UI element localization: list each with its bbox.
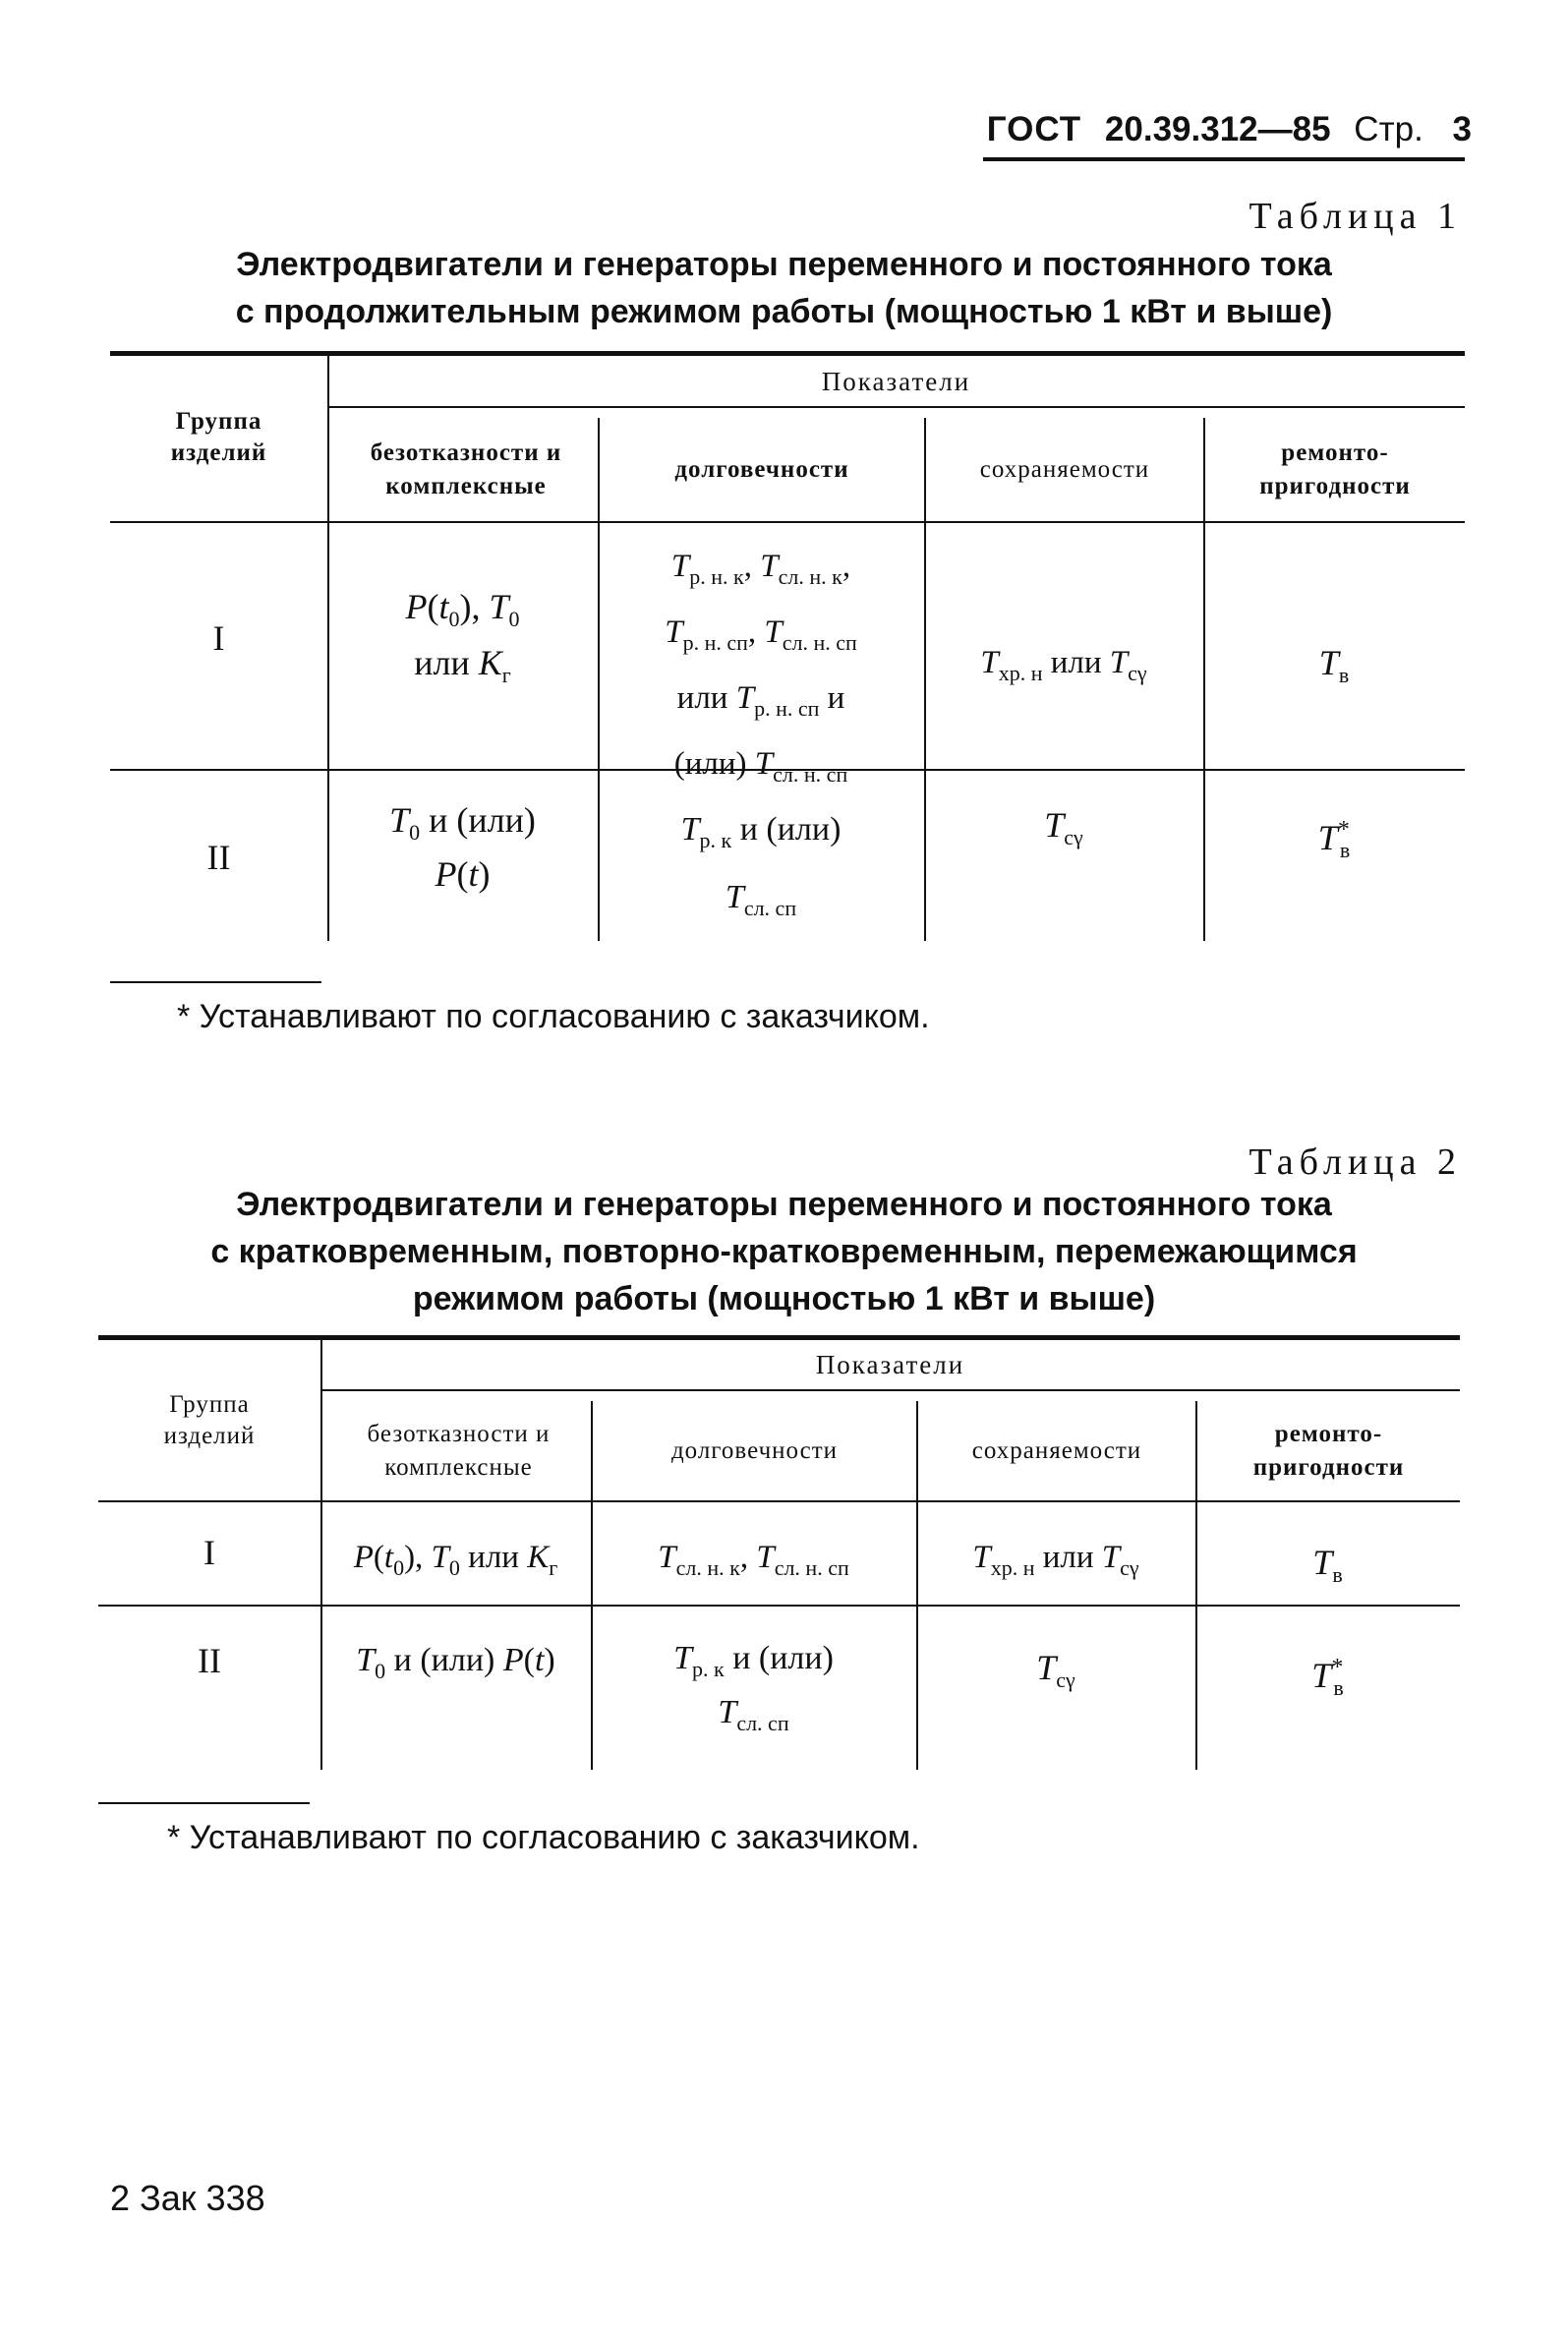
table1-row2-maintainability: $T^*_в$ [1317, 817, 1351, 862]
table1-row2-storability: $T_{с\gamma}$ [1044, 805, 1083, 849]
table2-row1-storability: $T_{хр. н}$ или $T_{с\gamma}$ [972, 1540, 1139, 1580]
standard-name: ГОСТ [986, 110, 1082, 148]
standard-code: 20.39.312—85 [1104, 110, 1331, 148]
table2-header-rule [98, 1500, 1460, 1502]
table2-title-line1: Электродвигатели и генераторы переменного и постоянного тока [236, 1186, 1332, 1223]
table1-col-group: Группа изделий [170, 408, 267, 466]
table2-row2-reliability: $T_0$ и (или) P(t) [356, 1642, 555, 1683]
table2-title-line3: режимом работы (мощностью 1 кВт и выше) [412, 1280, 1156, 1317]
table1-row2-group: II [206, 838, 231, 877]
table2-footnote: * Устанавливают по согласованию с заказчиком. [167, 1819, 920, 1856]
table2-row2-durability: $T_{р. к}$ и (или) $T_{сл. сп}$ [673, 1640, 834, 1735]
table2-row-rule [98, 1605, 1460, 1607]
table1-subcol-durability: долговечности [674, 455, 849, 483]
table1-subcol-reliability: безотказности и комплексные [370, 439, 562, 499]
table1-row1-durability: $T_{р. н. к}$, $T_{сл. н. к}$, $T_{р. н. сп}$, $T_{сл. н. сп}$ или $T_{р. н. сп}$ и (или) $T_{сл. н. сп}$ [665, 549, 857, 787]
table2-row2-maintainability: $T^*_в$ [1311, 1655, 1344, 1700]
table2-subcol-maintainability: ремонто-пригодности [1252, 1420, 1405, 1481]
page-label: Стр. [1354, 110, 1423, 148]
table2-indicators-rule [320, 1389, 1460, 1391]
table1-title-line2: с продолжительным режимом работы (мощностью 1 кВт и выше) [235, 293, 1333, 330]
table1-footnote: * Устанавливают по согласованию с заказчиком. [177, 998, 930, 1035]
table1-title-line1: Электродвигатели и генераторы переменного и постоянного тока [236, 246, 1332, 283]
page-number: 3 [1452, 110, 1472, 148]
table2-row1-group: I [203, 1533, 215, 1572]
table2-footnote-rule [98, 1802, 310, 1804]
table1-row1-storability: $T_{хр. н}$ или $T_{с\gamma}$ [980, 645, 1147, 685]
table1-subcol-storability: сохраняемости [979, 455, 1150, 483]
table2-subcol-durability: долговечности [670, 1436, 839, 1464]
table2-row1-reliability: $P(t_0)$, $T_0$ или $K_г$ [353, 1540, 558, 1580]
footer-order-number: 2 Зак 338 [110, 2178, 265, 2218]
table2-row1-maintainability: $T_в$ [1312, 1543, 1343, 1587]
table2-row2-group: II [198, 1641, 221, 1680]
table1-col-indicators: Показатели [821, 366, 971, 396]
table2-col-group: Группа изделий [163, 1391, 256, 1449]
table2-subcol-storability: сохраняемости [971, 1436, 1142, 1464]
table1-row1-group: I [212, 618, 225, 658]
table1-label: Таблица 1 [1249, 196, 1462, 237]
table1-row2-reliability: $T_0$ и (или) P(t) [389, 800, 536, 894]
table2-title-line2: с кратковременным, повторно-кратковременным, перемежающимся [210, 1233, 1358, 1270]
table2-col-indicators: Показатели [815, 1350, 965, 1379]
table1-row1-maintainability: $T_в$ [1318, 643, 1350, 687]
table2-row1-durability: $T_{сл. н. к}$, $T_{сл. н. сп}$ [658, 1540, 849, 1580]
table1-subcol-maintainability: ремонто-пригодности [1259, 439, 1411, 499]
table2-subcol-reliability: безотказности и комплексные [367, 1420, 551, 1481]
table2-row2-storability: $T_{с\gamma}$ [1036, 1648, 1075, 1692]
table1-row1-reliability: $P(t_0)$, $T_0$ или $K_г$ [405, 587, 520, 687]
table1-row2-durability: $T_{р. к}$ и (или) $T_{сл. сп}$ [680, 811, 842, 920]
table2-label: Таблица 2 [1249, 1141, 1462, 1183]
